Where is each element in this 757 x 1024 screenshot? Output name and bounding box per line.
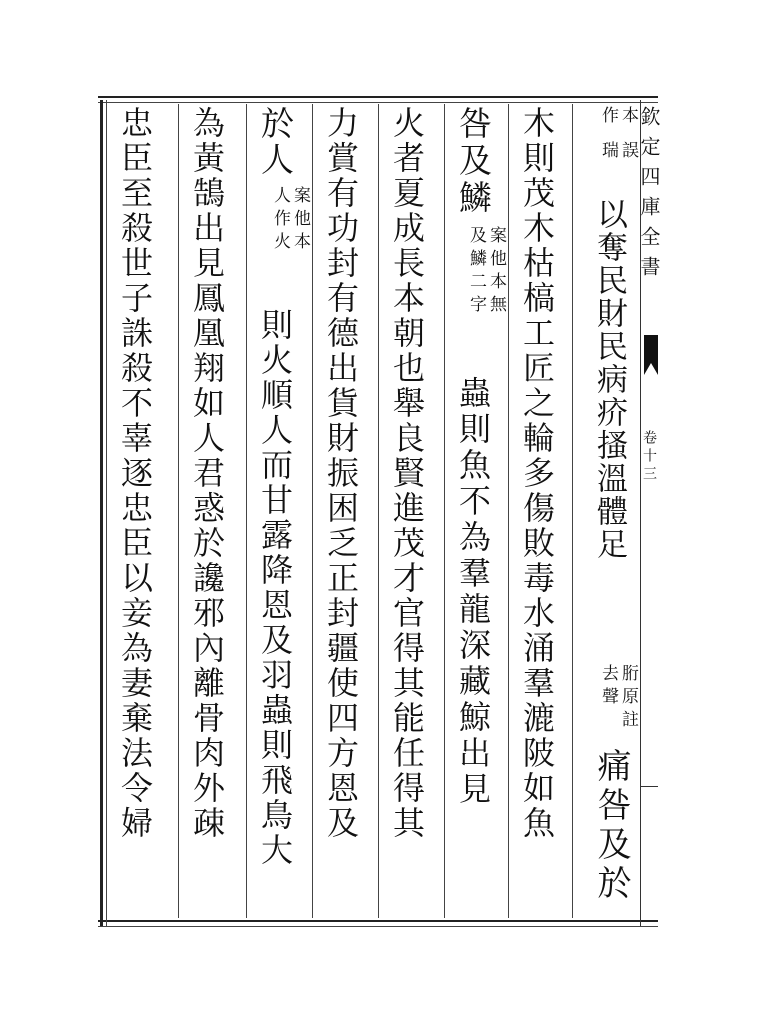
- main-text: 木則茂木枯槁工匠之輪多傷敗毒水涌羣漉陂如魚: [518, 106, 556, 841]
- main-text: 咎及鱗: [454, 106, 493, 217]
- left-border-rule: [100, 100, 103, 926]
- annotation-line: 作瑞: [598, 106, 618, 176]
- text-column-6: [252, 106, 310, 918]
- text-column-3: [450, 106, 506, 918]
- annotation-line: 及鱗二字: [466, 226, 486, 318]
- annotation-line: 胻原註: [618, 664, 638, 733]
- main-text: 力賞有功封有德出貨財振困乏正封疆使四方恩及: [322, 106, 360, 841]
- text-column-5: [318, 106, 376, 918]
- main-text: 蟲則魚不為羣龍深藏鯨出見: [454, 376, 492, 808]
- main-text: 為黃鵠出見鳳凰翔如人君惑於讒邪內離骨肉外疎: [188, 106, 226, 841]
- annotation-line: 案他本無: [486, 226, 506, 318]
- left-border-rule-inner: [106, 100, 107, 926]
- column-divider: [444, 104, 445, 918]
- column-divider: [378, 104, 379, 918]
- text-column-1-lower: [580, 664, 638, 918]
- column-divider: [312, 104, 313, 918]
- annotation-line: 人作火: [270, 186, 290, 255]
- margin-book-title: 欽定四庫全書: [637, 106, 661, 286]
- column-divider: [178, 104, 179, 918]
- annotation-line: 去聲: [598, 664, 618, 710]
- main-text: 痛咎及於: [591, 748, 631, 904]
- bottom-border-rule-inner: [98, 926, 658, 927]
- top-border-rule-inner: [98, 102, 658, 103]
- column-divider: [508, 104, 509, 918]
- main-text: 於人: [256, 106, 295, 178]
- main-text: 忠臣至殺世子誅殺不辜逐忠臣以妾為妻棄法令婦: [116, 106, 154, 841]
- main-text: 則火順人而甘露降恩及羽蟲則飛鳥大: [256, 308, 294, 868]
- main-text: 火者夏成長本朝也舉良賢進茂才官得其能任得其: [388, 106, 426, 841]
- margin-divider: [640, 786, 658, 787]
- margin-juan-number: 卷十三: [641, 430, 657, 484]
- top-border-rule: [98, 96, 658, 98]
- column-divider: [572, 104, 573, 918]
- text-column-2: [514, 106, 570, 918]
- main-text: 以奪民財民病疥搔溫體足: [591, 198, 627, 561]
- text-column-7: [184, 106, 244, 918]
- bottom-border-rule: [98, 920, 658, 922]
- column-divider: [246, 104, 247, 918]
- text-column-4: [384, 106, 442, 918]
- annotation-line: 案他本: [290, 186, 310, 255]
- text-column-8: [112, 106, 174, 918]
- annotation-line: 本誤: [618, 106, 638, 176]
